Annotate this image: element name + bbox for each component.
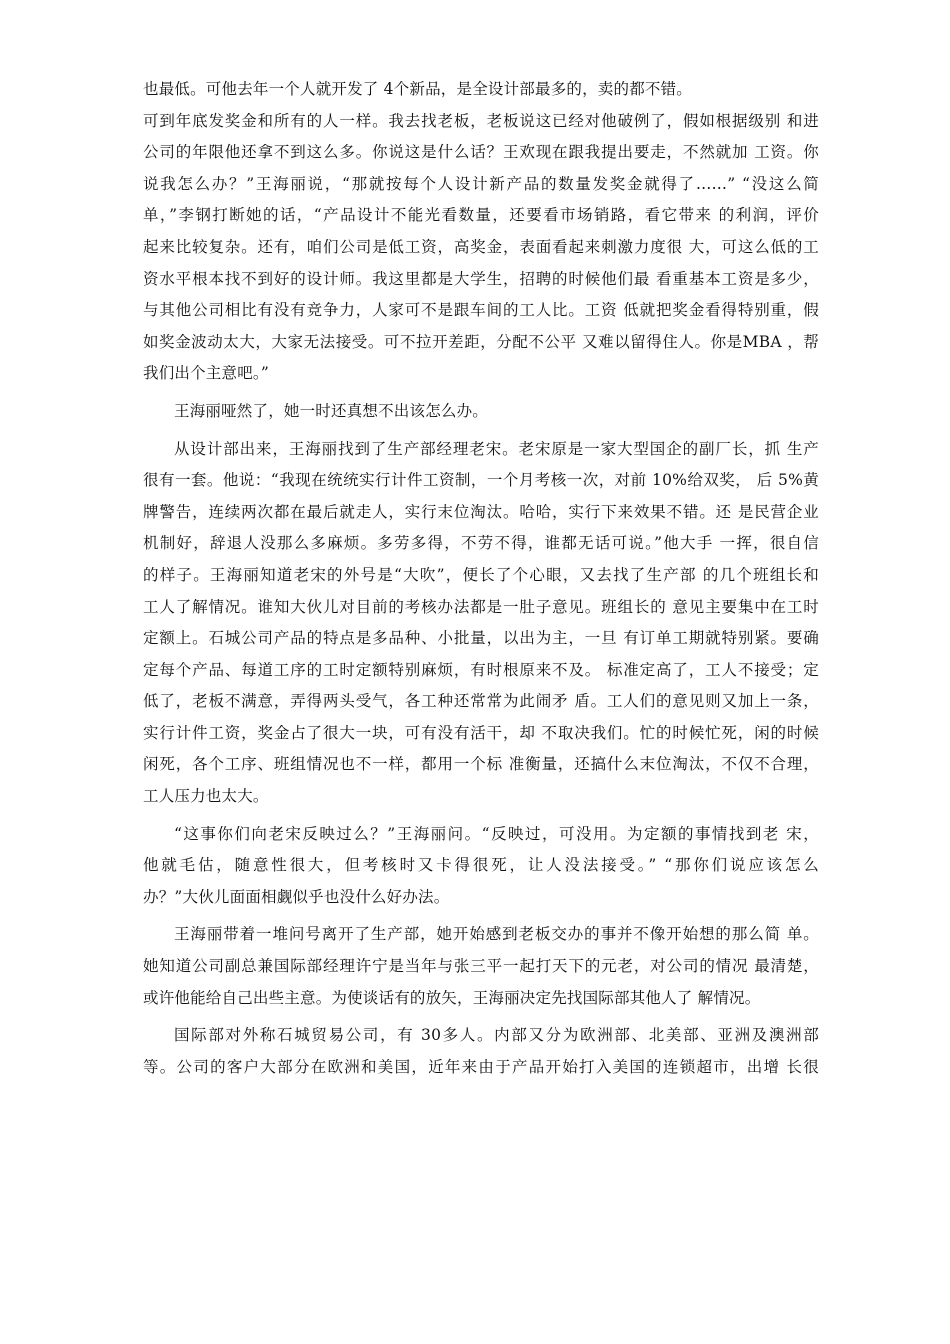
- paragraph-1: [143, 74, 819, 106]
- text-line: 等。公司的客户大部分在欧洲和美国，近年来由于产品开始打入美国的连锁超市，出增 长很: [143, 1057, 819, 1076]
- text-line: 单，”李钢打断她的话，“产品设计不能光看数量，还要看市场销路，看它带来 的利润，评价: [143, 206, 819, 225]
- text-line: 的样子。王海丽知道老宋的外号是“大吹”，便长了个心眼，又去找了生产部 的几个班组长和: [143, 565, 819, 584]
- paragraph-7: [143, 1020, 819, 1083]
- text-line: 实行计件工资，奖金占了很大一块，可有没有活干，却 不取决我们。忙的时候忙死，闲的时候: [143, 723, 819, 742]
- paragraph-6: [143, 919, 819, 1014]
- text-line: 她知道公司副总兼国际部经理许宁是当年与张三平一起打天下的元老，对公司的情况 最清楚，: [143, 957, 819, 976]
- text-line: 从设计部出来，王海丽找到了生产部经理老宋。老宋原是一家大型国企的副厂长，抓 生产: [174, 439, 819, 458]
- text-line: 或许他能给自己出些主意。为使谈话有的放矢，王海丽决定先找国际部其他人了 解情况。: [143, 988, 761, 1007]
- text-line: 牌警告，连续两次都在最后就走人，实行末位淘汰。哈哈，实行下来效果不错。还 是民营企业: [143, 502, 819, 521]
- paragraph-3: [143, 396, 819, 428]
- text-line: 工人压力也太大。: [143, 787, 269, 806]
- paragraph-5: [143, 819, 819, 914]
- text-line: 我们出个主意吧。”: [143, 364, 269, 383]
- text-line: 资水平根本找不到好的设计师。我这里都是大学生，招聘的时候他们最 看重基本工资是多少，: [143, 269, 819, 288]
- text-line: 与其他公司相比有没有竞争力，人家可不是跟车间的工人比。工资 低就把奖金看得特别重，假: [143, 301, 819, 320]
- paragraph-4: [143, 434, 819, 813]
- text-line: 定每个产品、每道工序的工时定额特别麻烦，有时根原来不及。 标准定高了，工人不接受；定: [143, 660, 819, 679]
- text-line: 机制好，辞退人没那么多麻烦。多劳多得，不劳不得，谁都无话可说。”他大手 一挥，很自信: [143, 534, 819, 553]
- text-line: 也最低。可他去年一个人就开发了 4个新品，是全设计部最多的，卖的都不错。: [143, 80, 692, 98]
- text-line: 公司的年限他还拿不到这么多。你说这是什么话？王欢现在跟我提出要走，不然就加 工资。你: [143, 143, 819, 162]
- text-line: 低了，老板不满意，弄得两头受气，各工种还常常为此闹矛 盾。工人们的意见则又加上一条，: [143, 692, 819, 711]
- text-line: 工人了解情况。谁知大伙儿对目前的考核办法都是一肚子意见。班组长的 意见主要集中在工时: [143, 597, 819, 616]
- text-line: 定额上。石城公司产品的特点是多品种、小批量，以出为主，一旦 有订单工期就特别紧。要确: [143, 629, 819, 648]
- text-line: 王海丽哑然了，她一时还真想不出该怎么办。: [174, 401, 489, 420]
- body-text: [143, 74, 819, 1083]
- text-line: 可到年底发奖金和所有的人一样。我去找老板，老板说这已经对他破例了，假如根据级别 和进: [143, 111, 819, 130]
- text-line: 国际部对外称石城贸易公司，有 30多人。内部又分为欧洲部、北美部、亚洲及澳洲部: [174, 1026, 819, 1045]
- text-line: 王海丽带着一堆问号离开了生产部，她开始感到老板交办的事并不像开始想的那么简 单。: [174, 925, 819, 944]
- text-line: 起来比较复杂。还有，咱们公司是低工资，高奖金，表面看起来刺激力度很 大，可这么低的工: [143, 237, 819, 256]
- text-line: 他就毛估，随意性很大，但考核时又卡得很死，让人没法接受。” “那你们说应该怎么: [143, 856, 819, 875]
- paragraph-2: [143, 106, 819, 390]
- text-line: 说我怎么办？”王海丽说，“那就按每个人设计新产品的数量发奖金就得了……” “没这么简: [143, 174, 819, 193]
- text-line: 闲死，各个工序、班组情况也不一样，都用一个标 准衡量，还搞什么末位淘汰，不仅不合理，: [143, 755, 819, 774]
- text-line: “这事你们向老宋反映过么？”王海丽问。“反映过，可没用。为定额的事情找到老 宋，: [174, 824, 819, 843]
- text-line: 很有一套。他说：“我现在统统实行计件工资制，一个月考核一次，对前 10%给双奖， 后 5%黄: [143, 471, 819, 490]
- text-line: 如奖金波动太大，大家无法接受。可不拉开差距，分配不公平 又难以留得住人。你是MBA ，帮: [143, 332, 819, 351]
- text-line: 办？”大伙儿面面相觑似乎也没什么好办法。: [143, 887, 450, 906]
